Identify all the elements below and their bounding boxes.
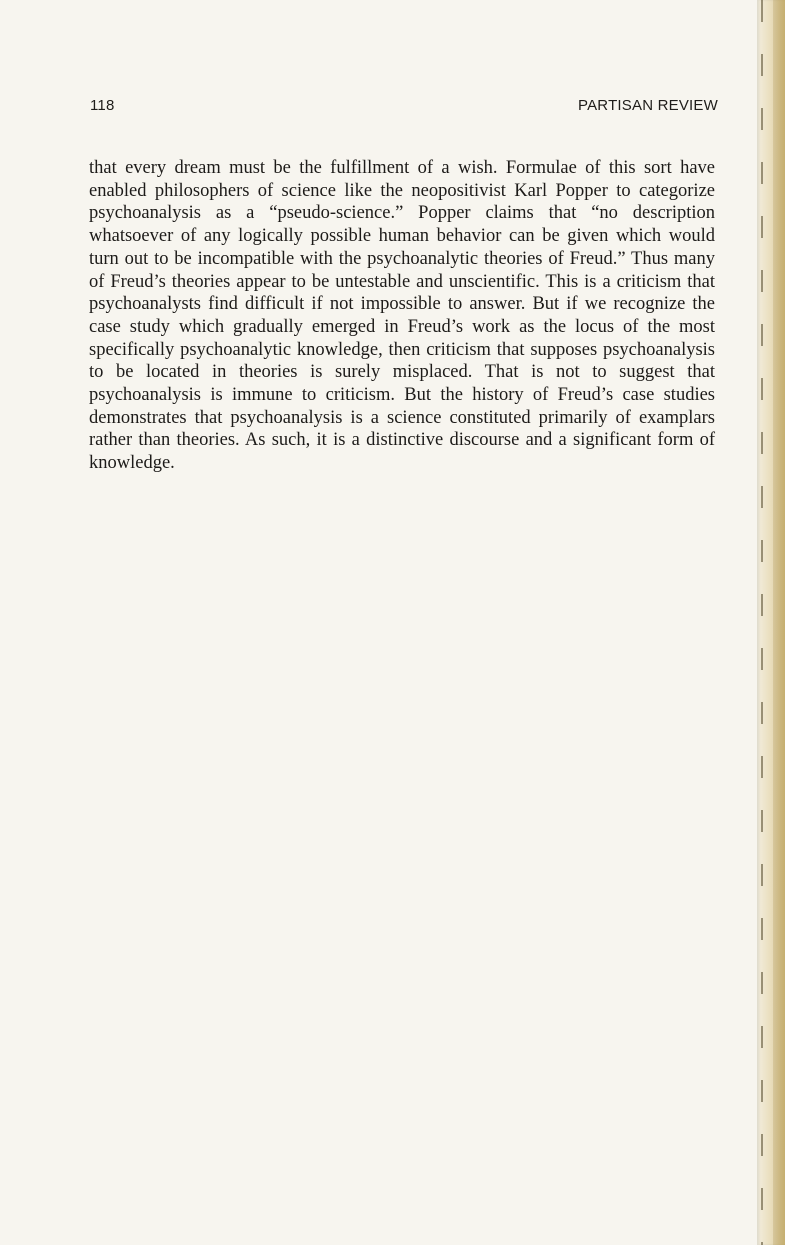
page-number: 118 [90,97,115,114]
running-title: PARTISAN REVIEW [578,97,718,114]
page-header [90,97,718,121]
body-paragraph: that every dream must be the fulfillment of a wish. Formulae of this sort have enabled philosophers of science like the neopositivist Karl Popper to categorize psychoanalysis as a “pseudo-science.” Popper claims that “no description whatsoever of any logically possible human behavior can be given which would turn out to be incompatible with the psychoanalytic theories of Freud.” Thus many of Freud’s theories appear to be untestable and unscientific. This is a criticism that psychoanalysts find difficult if not impossible to answer. But if we recognize the case study which gradually emerged in Freud’s work as the locus of the most specifically psychoanalytic knowledge, then criticism that supposes psychoanalysis to be located in theories is surely misplaced. That is not to suggest that psychoanalysis is immune to criticism. But the history of Freud’s case studies demonstrates that psychoanalysis is a science constituted primarily of examplars rather than theories. As such, it is a distinctive discourse and a significant form of knowledge. [89,158,715,474]
book-page-edge [757,0,785,1245]
